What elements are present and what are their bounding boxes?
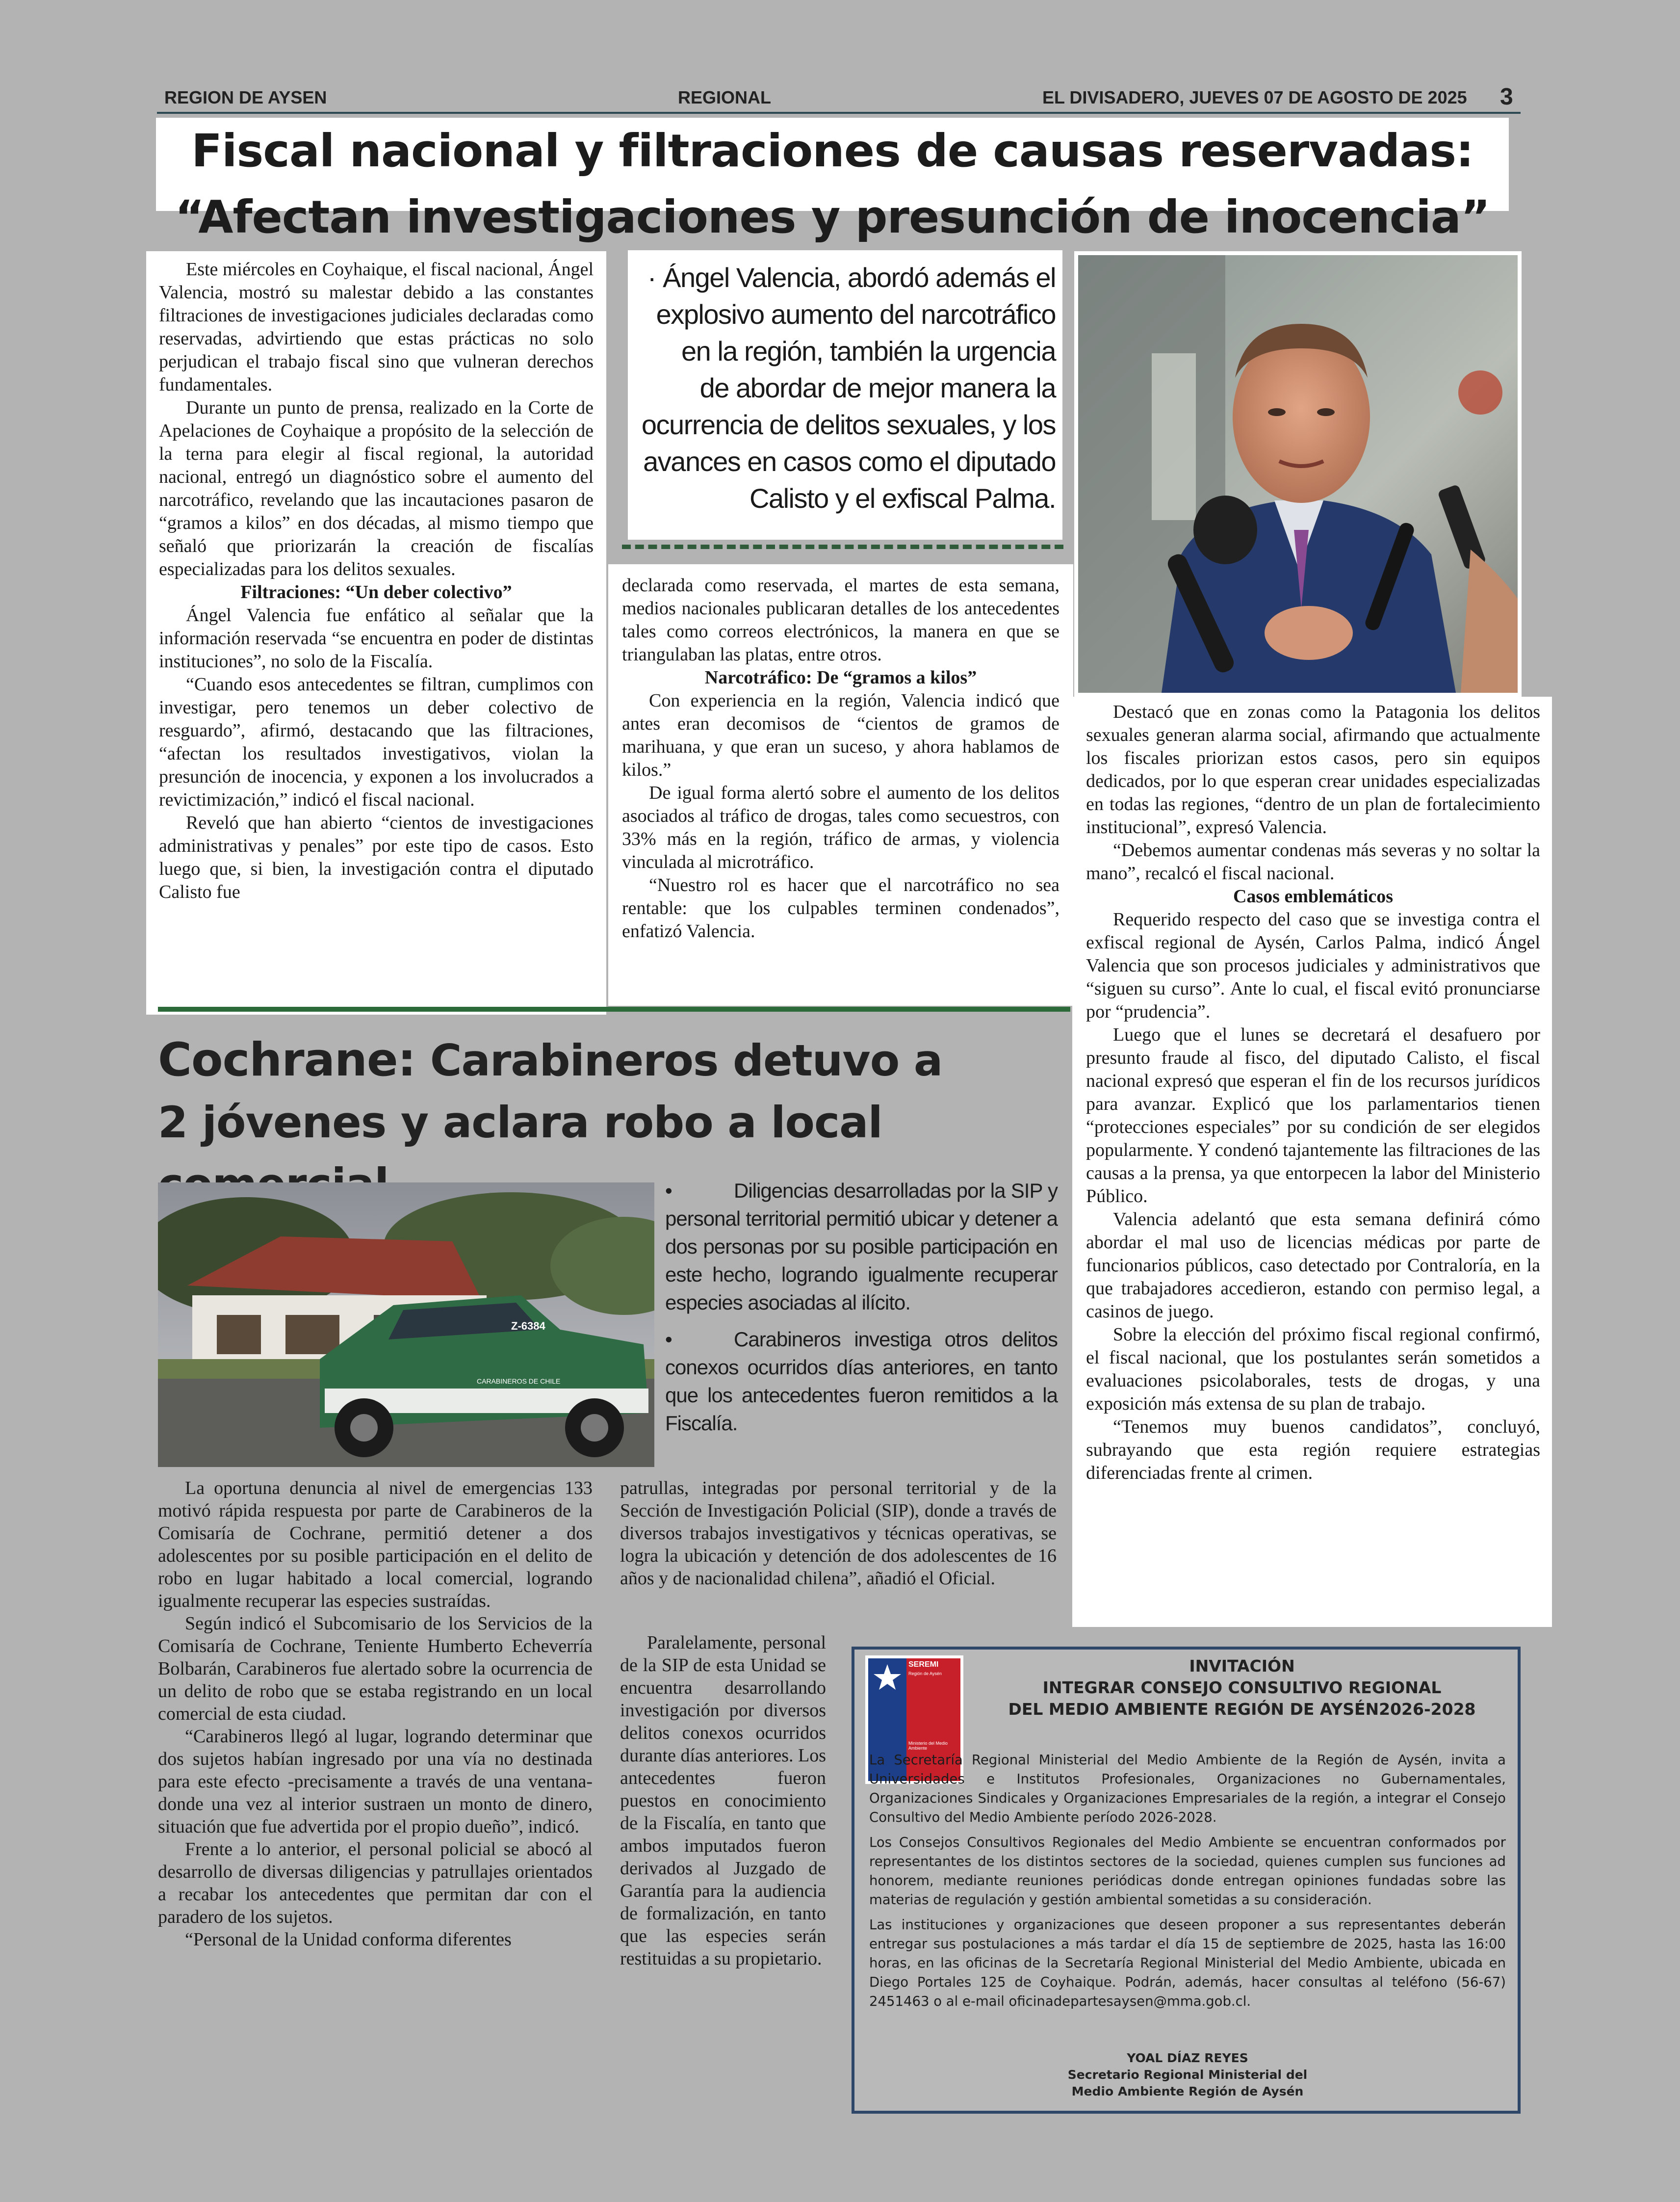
fiscal-photo-image: [1078, 255, 1518, 693]
ministry-ad: [852, 1647, 1521, 2114]
bullet-item: • Diligencias desarrolladas por la SIP y personal territorial permitió ubicar y detener a dos personas por su posible participación en este hecho, logrando igualmente recuperar especies asociadas al ilícito.: [665, 1177, 1058, 1316]
paragraph: De igual forma alertó sobre el aumento de los delitos asociados al tráfico de drogas, tales como secuestros, con 33% más en la región, tráfico de armas, y violencia vinculada al microtráfico.: [622, 783, 1060, 872]
headline-city: Cochrane:: [158, 1033, 416, 1087]
ad-title-line2: INTEGRAR CONSEJO CONSULTIVO REGIONAL: [1042, 1678, 1442, 1697]
article2-headline-line1: [158, 1029, 1070, 1092]
ad-title: [972, 1655, 1512, 1720]
paragraph: Según indicó el Subcomisario de los Servicios de la Comisaría de Cochrane, Teniente Humberto Echeverría Bolbarán, Carabineros fue alertado sobre la ocurrencia de un delito de robo que se estaba registrando en un local comercial de esta ciudad.: [158, 1613, 593, 1724]
signature-name: YOAL DÍAZ REYES: [1127, 2051, 1248, 2065]
signature-title2: Medio Ambiente Región de Aysén: [1071, 2084, 1304, 2098]
paragraph: Paralelamente, personal de la SIP de esta Unidad se encuentra desarrollando investigación por diversos delitos conexos ocurridos durante días anteriores. Los antecedentes fueron puestos en conocimiento de la Fiscalía, en tanto que ambos imputados fueron derivados al Juzgado de Garantía para la audiencia de formalización, en tanto que las especies serán restituidas a su propietario.: [620, 1632, 826, 1969]
ad-paragraph: La Secretaría Regional Ministerial del Medio Ambiente de la Región de Aysén, invita a Universidades e Institutos Profesionales, Organizaciones no Gubernamentales, Organizaciones Sindicales y Organizaciones Empresariales de la región, a integrar el Consejo Consultivo del Medio Ambiente período 2026-2028.: [869, 1752, 1506, 1825]
paragraph: Reveló que han abierto “cientos de investigaciones administrativas y penales” por este tipo de casos. Esto luego que, si bien, la investigación contra el diputado Calisto fue: [159, 813, 594, 902]
article2-column2b: [620, 1631, 826, 1970]
paragraph: “Personal de la Unidad conforma diferentes: [185, 1929, 512, 1950]
paragraph: “Debemos aumentar condenas más severas y no soltar la mano”, recalcó el fiscal nacional.: [1086, 840, 1540, 884]
bullet-item: • Carabineros investiga otros delitos conexos ocurridos días anteriores, en tanto que los antecedentes fueron remitidos a la Fiscalía.: [665, 1325, 1058, 1437]
paragraph: declarada como reservada, el martes de esta semana, medios nacionales publicaran detalles de los antecedentes tales como correos electrónicos, la manera en que se triangulaban las platas, entre otros.: [622, 575, 1060, 665]
vehicle-plate: Z-6384: [511, 1320, 545, 1332]
paragraph: Sobre la elección del próximo fiscal regional confirmó, el fiscal nacional, que los postulantes serán sometidos a evaluaciones psicolaborales, tests de drogas, y una exposición más extensa de su plan de trabajo.: [1086, 1324, 1540, 1414]
paragraph: “Tenemos muy buenos candidatos”, concluyó, subrayando que esta región requiere estrategias diferenciadas frente al crimen.: [1086, 1416, 1540, 1483]
ad-title-line1: INVITACIÓN: [1189, 1656, 1295, 1676]
article2-headline-line2: 2 jóvenes y aclara robo a local: [158, 1097, 882, 1148]
paragraph: Destacó que en zonas como la Patagonia los delitos sexuales generan alarma social, afirmando que actualmente los fiscales priorizan estos casos, pero sin equipos dedicados, por lo que esperan crear unidades especializadas en todas las regiones, “dentro de un plan de fortalecimiento institucional”, expresó Valencia.: [1086, 702, 1540, 838]
ad-title-line3: DEL MEDIO AMBIENTE REGIÓN DE AYSÉN2026-2028: [1008, 1700, 1476, 1719]
headline-text: Carabineros detuvo a: [415, 1035, 943, 1086]
ad-paragraph: Las instituciones y organizaciones que deseen proponer a sus representantes deberán entregar sus postulaciones a más tardar el día 15 de septiembre de 2025, hasta las 16:00 horas, en las oficinas de la Secretaría Regional Ministerial del Medio Ambiente, ubicada en Diego Portales 125 de Coyhaique. Podrán, además, hacer consultas al teléfono (56-67) 2451463 o al e-mail oficinadepartesaysen@mma.gob.cl.: [869, 1917, 1506, 2009]
paragraph: “Nuestro rol es hacer que el narcotráfico no sea rentable: que los culpables terminen condenados”, enfatizó Valencia.: [622, 875, 1060, 942]
section-left: REGION DE AYSEN: [164, 87, 327, 107]
article2-bullets: [665, 1177, 1058, 1446]
signature-title1: Secretario Regional Ministerial del: [1067, 2068, 1308, 2082]
carabineros-photo: [158, 1182, 654, 1467]
pull-quote-line: ocurrencia de delitos sexuales, y los: [641, 409, 1056, 440]
subheading: Filtraciones: “Un deber colectivo”: [240, 582, 512, 603]
article1-column2: [608, 564, 1073, 1006]
logo-region-text: Región de Aysén: [908, 1671, 942, 1676]
bullet-icon: •: [665, 1179, 672, 1202]
article1-title-line2: “Afectan investigaciones y presunción de inocencia”: [175, 191, 1490, 243]
paragraph: Valencia adelantó que esta semana definirá cómo abordar el mal uso de licencias médicas por parte de funcionarios públicos, caso detectado por Contraloría, en la que trabajadores accedieron, estando con permiso legal, a casinos de juego.: [1086, 1209, 1540, 1322]
pull-quote-line: explosivo aumento del narcotráfico: [656, 299, 1056, 330]
masthead-date: EL DIVISADERO, JUEVES 07 DE AGOSTO DE 2025: [1042, 87, 1467, 107]
logo-top-text: SEREMI: [908, 1660, 939, 1669]
star-icon: [868, 1658, 906, 1697]
paragraph: Con experiencia en la región, Valencia indicó que antes eran decomisos de “cientos de gramos de marihuana, y que eran un suceso, y ahora hablamos de kilos.”: [622, 690, 1060, 780]
paragraph: “Cuando esos antecedentes se filtran, cumplimos con investigar, pero tenemos un deber colectivo de resguardo”, afirmó, destacando que las filtraciones, “afectan los resultados investigativos, violan la presunción de inocencia, y exponen a los involucrados a revictimización,” indicó el fiscal nacional.: [159, 674, 594, 810]
paragraph: Ángel Valencia fue enfático al señalar que la información reservada “se encuentra en poder de distintas instituciones”, no solo de la Fiscalía.: [159, 605, 594, 672]
carabineros-photo-image: [158, 1182, 654, 1467]
bullet-icon: •: [665, 1328, 672, 1351]
header-rule: [157, 112, 1521, 114]
article1-title-line1: Fiscal nacional y filtraciones de causas reservadas:: [191, 125, 1473, 177]
vehicle-label: CARABINEROS DE CHILE: [477, 1377, 561, 1385]
pull-quote-line: Calisto y el exfiscal Palma.: [749, 483, 1056, 514]
paragraph: “Carabineros llegó al lugar, logrando determinar que dos sujetos habían ingresado por una vía no destinada para este efecto -precisamente a través de una ventana- donde una vez al interior sustraen un monto de dinero, situación que fue advertida por el propio dueño”, indicó.: [158, 1726, 593, 1837]
fiscal-photo: [1074, 251, 1522, 697]
pull-quote-line: de abordar de mejor manera la: [699, 372, 1056, 403]
section-divider: [158, 1007, 1070, 1012]
article1-pull-quote: [628, 250, 1062, 540]
seremi-logo-red: [906, 1658, 960, 1697]
dashed-divider: [622, 545, 1063, 549]
seremi-logo-blue: [868, 1658, 906, 1697]
paragraph: Durante un punto de prensa, realizado en la Corte de Apelaciones de Coyhaique a propósito de la selección de la terna para elegir al fiscal regional, la autoridad nacional, entregó un diagnóstico sobre el aumento del narcotráfico, revelando que las incautaciones pasaron de “gramos a kilos” en dos décadas, al mismo tiempo que señaló que priorizarán la creación de fiscalías especializadas para los delitos sexuales.: [159, 397, 594, 579]
pull-quote-line: en la región, también la urgencia: [681, 336, 1056, 367]
pull-quote-line: avances en casos como el diputado: [643, 446, 1056, 477]
pull-quote-line: · Ángel Valencia, abordó además el: [647, 262, 1056, 293]
ad-paragraph: Los Consejos Consultivos Regionales del Medio Ambiente se encuentran conformados por representantes de los distintos sectores de la sociedad, quienes cumplen sus funciones ad honorem, mediante reuniones periódicas donde entregan opiniones fundadas sobre las materias de regulación y gestión ambiental sometidas a su consideración.: [869, 1835, 1506, 1908]
subheading: Narcotráfico: De “gramos a kilos”: [704, 667, 977, 688]
ad-body: [869, 1751, 1506, 2017]
seremi-logo-ministry: Ministerio del Medio Ambiente: [906, 1697, 960, 1781]
paragraph: Luego que el lunes se decretará el desafuero por presunto fraude al fisco, del diputado Calisto, el fiscal nacional expresó que esperan el fin de los recursos jurídicos para avanzar. Explicó que los parlamentarios tienen “protecciones especiales” por su condición de ser elegidos popularmente. Y condenó tajantemente las filtraciones de las causas a la prensa, ya que entorpecen la labor del Ministerio Público.: [1086, 1024, 1540, 1206]
article1-title: [156, 118, 1509, 243]
article1-column1: [146, 251, 606, 1015]
paragraph: Requerido respecto del caso que se investiga contra el exfiscal regional de Aysén, Carlos Palma, indicó Ángel Valencia que son procesos judiciales y administrativos que “siguen su curso”. Ante lo cual, el fiscal evitó pronunciarse por “prudencia”.: [1086, 909, 1540, 1022]
paragraph: La oportuna denuncia al nivel de emergencias 133 motivó rápida respuesta por parte de Carabineros de la Comisaría de Cochrane, permitió detener a dos adolescentes por su posible participación en el delito de robo en lugar habitado a local comercial, logrando igualmente recuperar las especies sustraídas.: [158, 1478, 593, 1611]
paragraph: Este miércoles en Coyhaique, el fiscal nacional, Ángel Valencia, mostró su malestar debido a las constantes filtraciones de investigaciones judiciales declaradas como reservadas, advirtiendo que estas prácticas no solo perjudican el trabajo fiscal sino que vulneran derechos fundamentales.: [159, 259, 594, 395]
article2-column1: [158, 1477, 593, 1951]
paragraph: Frente a lo anterior, el personal policial se abocó al desarrollo de diversas diligencias y patrullajes orientados a recabar los antecedentes que permitan dar con el paradero de los sujetos.: [158, 1839, 593, 1927]
ad-signature: [869, 2050, 1506, 2100]
article2-column2a: [620, 1477, 1057, 1590]
article1-column3: [1072, 697, 1552, 1627]
page-number: 3: [1500, 84, 1513, 110]
paragraph: patrullas, integradas por personal territorial y de la Sección de Investigación Policial (SIP), donde a través de diversos trabajos investigativos y técnicas operativas, se logra la ubicación y detención de dos adolescentes de 16 años y de nacionalidad chilena”, añadió el Oficial.: [620, 1478, 1057, 1589]
section-center: REGIONAL: [678, 87, 772, 107]
subheading: Casos emblemáticos: [1233, 886, 1394, 907]
